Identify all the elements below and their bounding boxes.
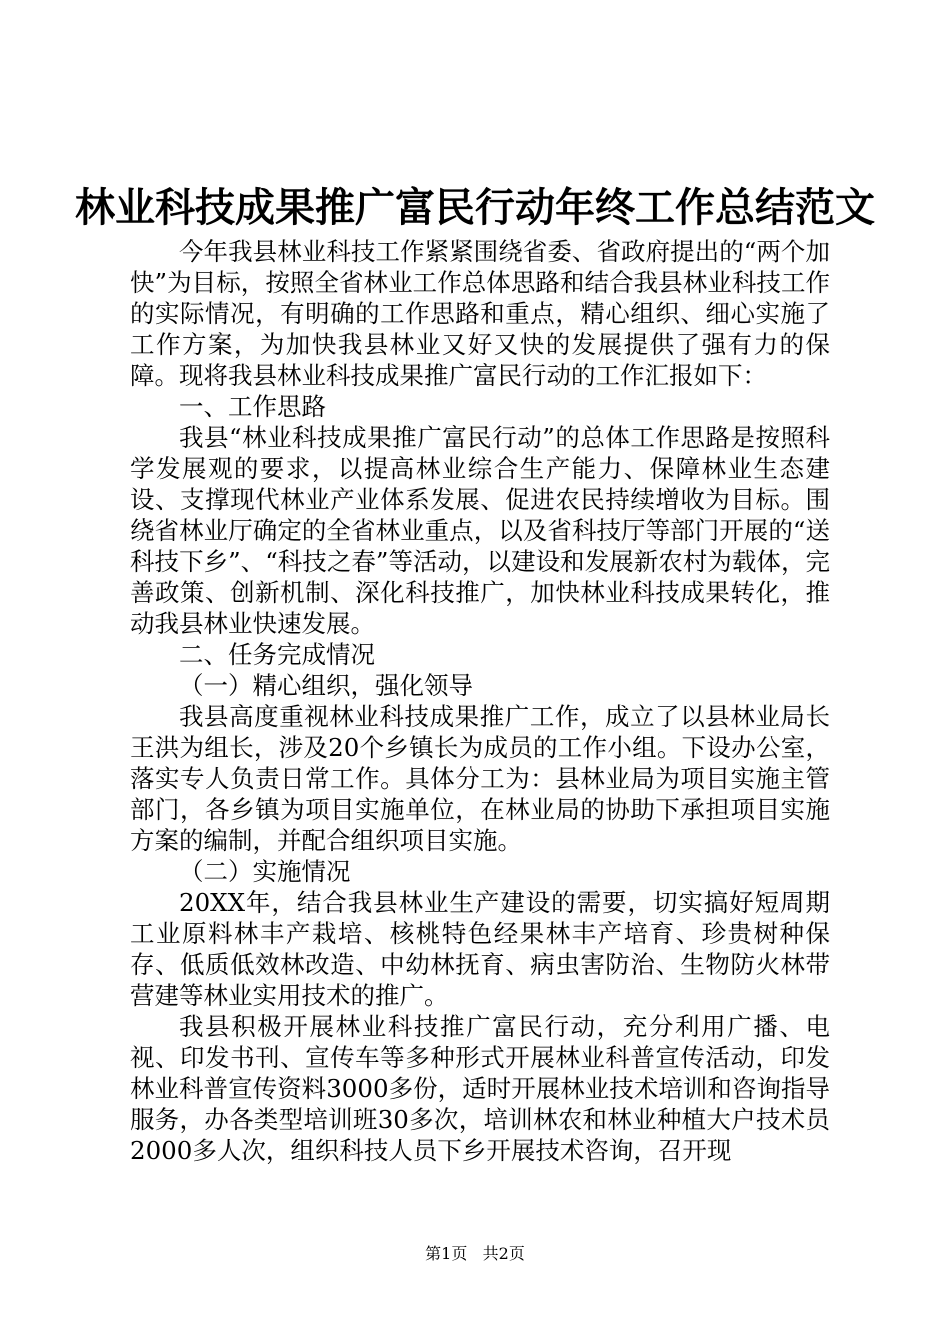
section-heading-task-completion: 二、任务完成情况 (179, 640, 375, 669)
promotion-paragraph: 我县积极开展林业科技推广富民行动，充分利用广播、电视、印发书刊、宣传车等多种形式开展林业科普宣传活动，印发林业科普宣传资料3000多份，适时开展林业技术培训和咨询指导服务，办各类型培训班30多次，培训林农和林业种植大户技术员2000多人次，组织科技人员下乡开展技术咨询，召开现 (130, 1012, 830, 1165)
intro-paragraph: 今年我县林业科技工作紧紧围绕省委、省政府提出的“两个加快”为目标，按照全省林业工作总体思路和结合我县林业科技工作的实际情况，有明确的工作思路和重点，精心组织、细心实施了工作方案，为加快我县林业又好又快的发展提供了强有力的保障。现将我县林业科技成果推广富民行动的工作汇报如下： (130, 237, 830, 390)
work-approach-paragraph: 我县“林业科技成果推广富民行动”的总体工作思路是按照科学发展观的要求，以提高林业综合生产能力、保障林业生态建设、支撑现代林业产业体系发展、促进农民持续增收为目标。围绕省林业厅确定的全省林业重点，以及省科技厅等部门开展的“送科技下乡”、“科技之春”等活动，以建设和发展新农村为载体，完善政策、创新机制、深化科技推广，加快林业科技成果转化，推动我县林业快速发展。 (130, 423, 830, 638)
subsection-heading-implementation: （二）实施情况 (179, 857, 351, 886)
section-heading-work-approach: 一、工作思路 (179, 392, 326, 421)
organization-paragraph: 我县高度重视林业科技成果推广工作，成立了以县林业局长王洪为组长，涉及20个乡镇长为成员的工作小组。下设办公室，落实专人负责日常工作。具体分工为：县林业局为项目实施主管部门，各乡镇为项目实施单位，在林业局的协助下承担项目实施方案的编制，并配合组织项目实施。 (130, 702, 830, 855)
implementation-paragraph: 20XX年，结合我县林业生产建设的需要，切实搞好短周期工业原料林丰产栽培、核桃特色经果林丰产培育、珍贵树种保存、低质低效林改造、中幼林抚育、病虫害防治、生物防火林带营建等林业实用技术的推广。 (130, 888, 830, 1010)
subsection-heading-organization: （一）精心组织，强化领导 (179, 671, 473, 700)
page-separator (472, 1244, 477, 1263)
document-body (130, 236, 830, 1166)
document-title: 林业科技成果推广富民行动年终工作总结范文 (75, 185, 875, 231)
page-total: 共2页 (482, 1244, 525, 1263)
page-footer (0, 1243, 950, 1265)
page-number: 第1页 (425, 1244, 468, 1263)
